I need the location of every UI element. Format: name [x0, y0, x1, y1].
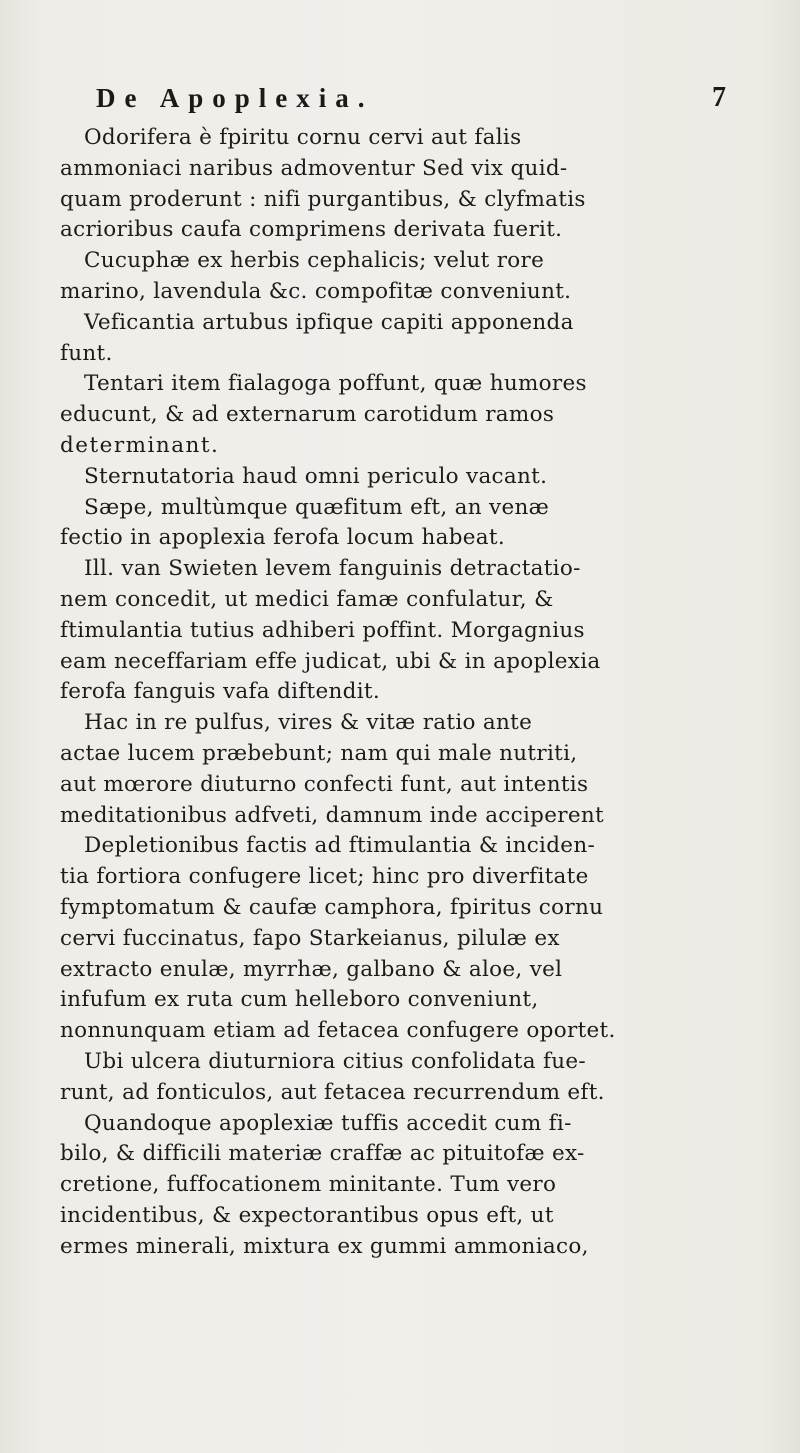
text-line: acrioribus caufa comprimens derivata fuerit.	[60, 217, 563, 243]
text-line: cretione, fuffocationem minitante. Tum vero	[60, 1172, 557, 1198]
paragraph-saepe	[60, 493, 740, 555]
text-line: Cucuphæ ex herbis cephalicis; velut rore	[84, 248, 545, 274]
text-line: ftimulantia tutius adhiberi poffint. Morgagnius	[60, 617, 585, 643]
paragraph-depletionibus	[60, 831, 740, 1047]
text-line: Ill. van Swieten levem fanguinis detractatio-	[84, 556, 581, 582]
text-line: educunt, & ad externarum carotidum ramos	[60, 402, 555, 428]
text-line: fectio in apoplexia ferofa locum habeat.	[60, 525, 506, 551]
text-line: actae lucem præbebunt; nam qui male nutriti,	[60, 740, 578, 766]
paragraph-van-swieten	[60, 554, 740, 708]
text-line: runt, ad fonticulos, aut fetacea recurrendum eft.	[60, 1079, 605, 1105]
text-line: Sæpe, multùmque quæfitum eft, an venæ	[84, 494, 550, 520]
text-line: fymptomatum & caufæ camphora, fpiritus cornu	[60, 894, 604, 920]
paragraph-ubi-ulcera	[60, 1047, 740, 1109]
text-line: incidentibus, & expectorantibus opus eft, ut	[60, 1202, 554, 1228]
text-line: Hac in re pulfus, vires & vitæ ratio ante	[84, 710, 533, 736]
text-line: ferofa fanguis vafa diftendit.	[60, 679, 380, 705]
text-line: Depletionibus factis ad ftimulantia & inciden-	[84, 833, 596, 859]
text-line: nonnunquam etiam ad fetacea confugere oportet.	[60, 1018, 616, 1044]
text-line: aut mœrore diuturno confecti funt, aut intentis	[60, 771, 589, 797]
paragraph-hac-in-re	[60, 708, 740, 831]
text-line: bilo, & difficili materiæ craffæ ac pituitofæ ex-	[60, 1141, 585, 1167]
text-line: quam proderunt : nifi purgantibus, & clyfmatis	[60, 186, 586, 212]
text-line: cervi fuccinatus, fapo Starkeianus, pilulæ ex	[60, 925, 560, 951]
text-line: Odorifera è fpiritu cornu cervi aut falis	[84, 125, 522, 150]
running-title: De Apoplexia.	[96, 83, 374, 113]
paragraph-sternutatoria	[60, 462, 740, 493]
running-head	[96, 78, 726, 118]
text-line: infufum ex ruta cum helleboro conveniunt,	[60, 987, 539, 1013]
paragraph-veficantia	[60, 308, 740, 370]
paragraph-odorifera	[60, 123, 740, 246]
text-line: marino, lavendula &c. compofitæ conveniunt.	[60, 278, 572, 304]
page-number: 7	[712, 82, 726, 113]
text-line: nem concedit, ut medici famæ confulatur, &	[60, 586, 554, 612]
text-line: determinant.	[60, 432, 220, 458]
text-line: ermes minerali, mixtura ex gummi ammoniaco,	[60, 1233, 589, 1259]
text-line: funt.	[60, 340, 113, 366]
text-line: meditationibus adfveti, damnum inde acciperent	[60, 802, 604, 828]
text-line: ammoniaci naribus admoventur Sed vix quid-	[60, 155, 568, 181]
paragraph-quandoque	[60, 1109, 740, 1263]
paragraph-cucuphae	[60, 246, 740, 308]
text-line: Ubi ulcera diuturniora citius confolidata fue-	[84, 1048, 586, 1074]
body-text	[60, 123, 740, 1262]
text-line: eam neceffariam effe judicat, ubi & in apoplexia	[60, 648, 601, 674]
text-line: tia fortiora confugere licet; hinc pro diverfitate	[60, 864, 589, 890]
paragraph-tentari	[60, 369, 740, 461]
text-line: extracto enulæ, myrrhæ, galbano & aloe, vel	[60, 956, 563, 982]
text-line: Quandoque apoplexiæ tuffis accedit cum fi-	[84, 1110, 572, 1136]
text-line: Sternutatoria haud omni periculo vacant.	[84, 463, 548, 489]
text-line: Veficantia artubus ipfique capiti apponenda	[84, 309, 574, 335]
text-line: Tentari item fialagoga poffunt, quæ humores	[84, 371, 587, 397]
